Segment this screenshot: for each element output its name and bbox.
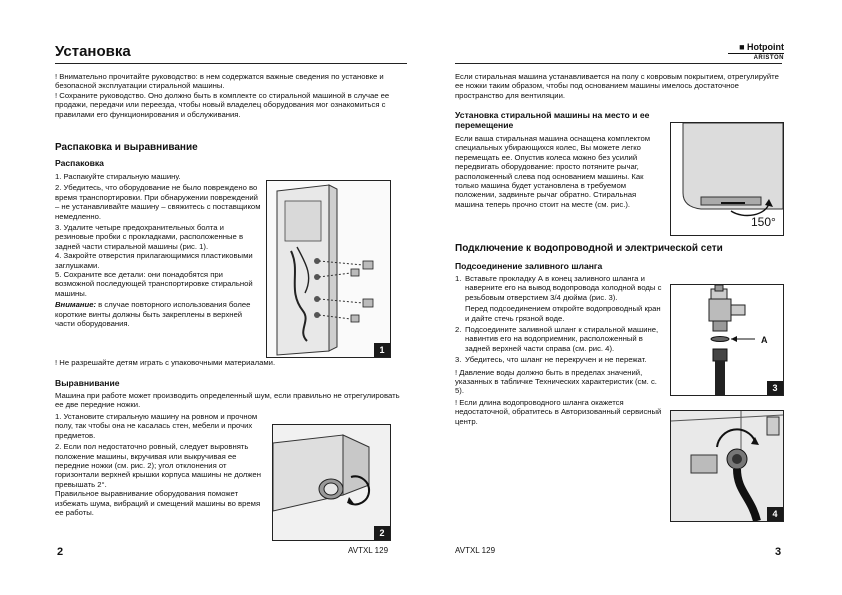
level-step-2: 2. Если пол недостаточно ровный, следует выровнять положение машины, вкручивая или выкручивая ее передние ножки (см. рис. 2); угол отклонения от горизонтали верхней крышки корпуса машины не должен превышать 2°. (55, 442, 261, 489)
figure-2-number: 2 (374, 526, 390, 540)
figure-4-number: 4 (767, 507, 783, 521)
logo-sub: ARISTON (728, 53, 784, 62)
page-number-right: 3 (775, 546, 782, 558)
hose-step-2: 2. Подсоедините заливной шланг к стиральной машине, навинтив его на водоприемник, расположенный в задней верхней части справа (см. рис. 4). (455, 325, 659, 353)
subheading-move: Установка стиральной машины на место и ее перемещение (455, 110, 650, 130)
children-warning: ! Не разрешайте детям играть с упаковочными материалами. (55, 358, 276, 367)
title-divider-right (455, 63, 782, 64)
unpack-step-2: 2. Убедитесь, что оборудование не было повреждено во время транспортировки. При обнаружении повреждений – не устанавливайте машину – свяжитесь с поставщиком немедленно. (55, 183, 261, 221)
model-label-right: AVTXL 129 (455, 546, 496, 555)
logo-brand: ■ Hotpoint (739, 42, 784, 52)
unpack-steps (55, 172, 263, 329)
unpack-step-1: 1. Распакуйте стиральную машину. (55, 172, 181, 181)
label-a: A (761, 335, 768, 345)
hose-step-1-note: Перед подсоединением откройте водопроводный кран и дайте стечь грязной воде. (465, 304, 661, 323)
carpet-note: Если стиральная машина устанавливается на полу с ковровым покрытием, отрегулируйте ее ножки таким образом, чтобы под основанием машины имелось достаточное пространство для вентиляции. (455, 72, 779, 100)
level-steps (55, 412, 267, 517)
figure-wheels (670, 122, 784, 236)
attention-label: Внимание: (55, 300, 97, 310)
unpack-step-5: 5. Сохраните все детали: они понадобятся при возможной последующей транспортировке стиральной машины. (55, 270, 253, 298)
figure-1 (266, 180, 391, 358)
pressure-note: ! Давление воды должно быть в пределах значений, указанных в табличке Технических характеристик (см. с. 5). (455, 367, 657, 396)
section-heading-unpack: Распаковка и выравнивание (55, 142, 198, 153)
hose-step-3: 3. Убедитесь, что шланг не перекручен и не пережат. (455, 355, 647, 365)
level-note: Правильное выравнивание оборудования поможет избежать шума, вибраций и смещений машины во время ее работы. (55, 489, 261, 518)
attention-note (55, 300, 263, 328)
intro-warning-2: ! Сохраните руководство. Оно должно быть в комплекте со стиральной машиной в случае ее продажи, передачи или переезда, чтобы новый владелец оборудования мог ознакомиться с правилами его функционирования и обслуживания. (55, 90, 390, 119)
unpack-step-4: 4. Закройте отверстия прилагающимися пластиковыми заглушками. (55, 251, 253, 270)
title-divider (55, 63, 407, 64)
angle-label: 150° (751, 215, 776, 229)
inlet-connection-illustration (671, 411, 783, 521)
leveling-foot-illustration (273, 425, 390, 540)
level-intro: Машина при работе может производить определенный шум, если правильно не отрегулировать ее две передние ножки. (55, 391, 400, 410)
move-text: Если ваша стиральная машина оснащена комплектом специальных убирающихся колес, Вы можете легко перемещать ее. Опустив колеса можно без усилий передвигать оборудование: просто потяните рычаг, расположенный слева под основанием машины. Как только машина будет установлена в требуемом положении, задвиньте рычаг обратно. Стиральная машина теперь прочно стоит на месте (см. рис.). (455, 134, 651, 209)
move-section (455, 110, 665, 209)
subheading-hose: Подсоединение заливного шланга (455, 261, 603, 271)
rear-panel-bolts-illustration (267, 181, 390, 357)
intro-block (55, 72, 407, 119)
model-label-left: AVTXL 129 (348, 546, 389, 555)
hose-step-1: 1. Вставьте прокладку А в конец заливного шланга и наверните его на вывод водопровода холодной воды с резьбовым отверстием 3/4 дюйма (рис. 3). (455, 274, 662, 302)
figure-1-number: 1 (374, 343, 390, 357)
brand-logo (728, 42, 784, 62)
subheading-unpack: Распаковка (55, 158, 104, 168)
unpack-step-3: 3. Удалите четыре предохранительных болта и резиновые пробки с прокладками, расположенные в задней части стиральной машины (рис. 1). (55, 223, 244, 251)
level-section (55, 378, 407, 410)
section-heading-connect: Подключение к водопроводной и электрической сети (455, 243, 723, 254)
attention-text: в случае повторного использования более короткие винты должны быть закреплены в верхней части оборудования. (55, 300, 251, 329)
figure-4 (670, 410, 784, 522)
page-number-left: 2 (57, 546, 64, 558)
unpack-section (55, 142, 407, 168)
intro-warning-1: ! Внимательно прочитайте руководство: в нем содержатся важные сведения по установке и безопасной эксплуатации стиральной машины. (55, 72, 384, 91)
figure-3 (670, 284, 784, 396)
hose-length-note: ! Если длина водопроводного шланга окажется недостаточной, обратитесь в Авторизованный сервисный центр. (455, 397, 662, 426)
hose-steps (455, 274, 665, 426)
figure-2 (272, 424, 391, 541)
level-step-1: 1. Установите стиральную машину на ровном и прочном полу, так чтобы она не касалась стен, мебели и прочих предметов. (55, 412, 258, 440)
page-title: Установка (55, 43, 131, 60)
connect-section (455, 243, 782, 271)
figure-3-number: 3 (767, 381, 783, 395)
subheading-level: Выравнивание (55, 378, 120, 388)
